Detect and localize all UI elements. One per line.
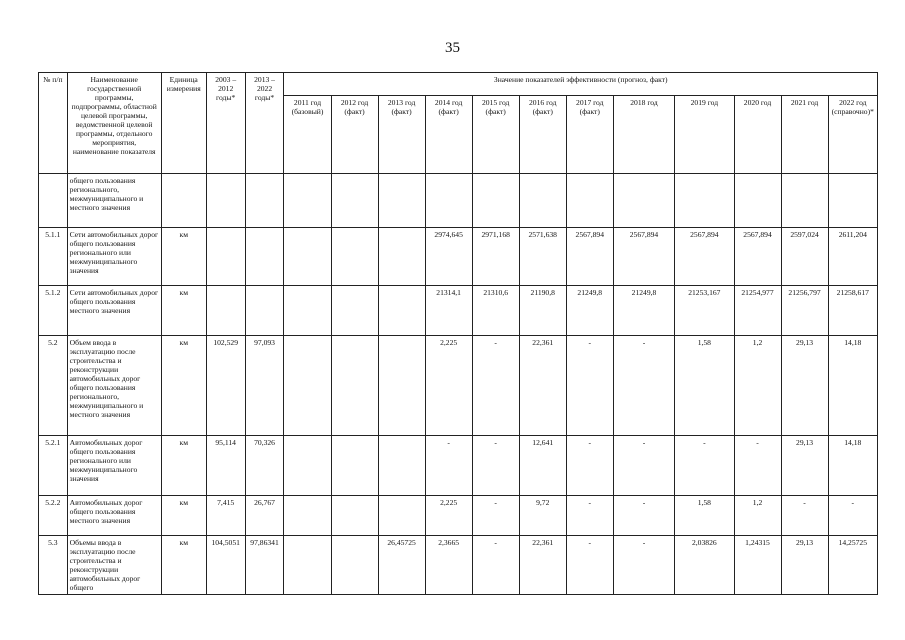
row-unit: км (161, 496, 206, 536)
row-value: 2567,894 (566, 228, 613, 286)
row-value: 1,58 (675, 336, 734, 436)
row-2013-2022 (245, 228, 284, 286)
row-value: 2597,024 (781, 228, 828, 286)
row-value (378, 436, 425, 496)
row-value: 21190,8 (519, 286, 566, 336)
row-value: 1,58 (675, 496, 734, 536)
row-value: 2567,894 (675, 228, 734, 286)
indicators-table (38, 72, 878, 595)
row-2003-2012: 104,5051 (206, 536, 245, 595)
header-year: 2021 год (781, 96, 828, 174)
header-values-group: Значение показателей эффективности (прогноз, факт) (284, 73, 878, 96)
row-name: общего пользования регионального, межмуниципального и местного значения (67, 174, 161, 228)
row-value: 2567,894 (734, 228, 781, 286)
row-value (284, 336, 331, 436)
header-year: 2011 год (базовый) (284, 96, 331, 174)
row-value: - (613, 336, 674, 436)
row-value: 21254,977 (734, 286, 781, 336)
row-value (284, 228, 331, 286)
row-value (781, 174, 828, 228)
table-row (39, 536, 878, 595)
row-unit: км (161, 228, 206, 286)
row-number (39, 174, 68, 228)
table-row (39, 286, 878, 336)
row-value: 1,24315 (734, 536, 781, 595)
row-name: Автомобильных дорог общего пользования регионального или межмуниципального значения (67, 436, 161, 496)
row-value (378, 228, 425, 286)
row-value: 21249,8 (566, 286, 613, 336)
row-unit: км (161, 536, 206, 595)
row-value: 2611,204 (828, 228, 877, 286)
header-num: № п/п (39, 73, 68, 174)
header-unit: Единица измерения (161, 73, 206, 174)
row-value (378, 174, 425, 228)
row-value (378, 496, 425, 536)
row-number: 5.2.1 (39, 436, 68, 496)
row-name: Объемы ввода в эксплуатацию после строительства и реконструкции автомобильных дорог общего (67, 536, 161, 595)
row-value: - (566, 536, 613, 595)
row-value: 12,641 (519, 436, 566, 496)
row-2003-2012: 95,114 (206, 436, 245, 496)
row-number: 5.1.2 (39, 286, 68, 336)
row-value: 1,2 (734, 336, 781, 436)
row-value: - (425, 436, 472, 496)
row-value: 14,18 (828, 436, 877, 496)
row-value: - (828, 496, 877, 536)
row-value (331, 436, 378, 496)
table-row (39, 336, 878, 436)
row-value: 14,25725 (828, 536, 877, 595)
row-number: 5.3 (39, 536, 68, 595)
row-value: 1,2 (734, 496, 781, 536)
row-value: 29,13 (781, 436, 828, 496)
row-value: - (472, 436, 519, 496)
row-2003-2012 (206, 174, 245, 228)
row-unit: км (161, 436, 206, 496)
row-2003-2012: 7,415 (206, 496, 245, 536)
row-value: - (472, 336, 519, 436)
row-value (472, 174, 519, 228)
row-value: 2571,638 (519, 228, 566, 286)
table-row (39, 496, 878, 536)
header-year: 2015 год (факт) (472, 96, 519, 174)
row-2013-2022: 97,093 (245, 336, 284, 436)
row-unit: км (161, 336, 206, 436)
row-2013-2022: 26,767 (245, 496, 284, 536)
row-value: 2,225 (425, 336, 472, 436)
row-value: - (675, 436, 734, 496)
row-value: - (781, 496, 828, 536)
header-year: 2014 год (факт) (425, 96, 472, 174)
row-value (378, 286, 425, 336)
row-unit: км (161, 286, 206, 336)
row-value: 29,13 (781, 336, 828, 436)
row-value (284, 436, 331, 496)
row-value (331, 286, 378, 336)
row-value: 2971,168 (472, 228, 519, 286)
row-value: 2974,645 (425, 228, 472, 286)
row-number: 5.2.2 (39, 496, 68, 536)
row-value (378, 336, 425, 436)
header-year: 2016 год (факт) (519, 96, 566, 174)
row-value (331, 228, 378, 286)
row-value: 21258,617 (828, 286, 877, 336)
row-value (613, 174, 674, 228)
row-value: 2,225 (425, 496, 472, 536)
row-value (331, 496, 378, 536)
row-number: 5.1.1 (39, 228, 68, 286)
row-value: - (566, 336, 613, 436)
row-value: 29,13 (781, 536, 828, 595)
row-value: 21256,797 (781, 286, 828, 336)
row-value: 14,18 (828, 336, 877, 436)
row-2003-2012 (206, 228, 245, 286)
row-name: Объем ввода в эксплуатацию после строительства и реконструкции автомобильных дорог общего пользования регионального, межмуниципального и местного значения (67, 336, 161, 436)
row-2013-2022 (245, 286, 284, 336)
row-number: 5.2 (39, 336, 68, 436)
row-value: 26,45725 (378, 536, 425, 595)
header-year: 2020 год (734, 96, 781, 174)
header-name: Наименование государственной программы, подпрограммы, областной целевой программы, ведомственной целевой программы, отдельного мероприятия, наименование показателя (67, 73, 161, 174)
header-year: 2018 год (613, 96, 674, 174)
row-value (331, 336, 378, 436)
header-year: 2012 год (факт) (331, 96, 378, 174)
row-value (675, 174, 734, 228)
row-value (331, 174, 378, 228)
row-value (519, 174, 566, 228)
table-row (39, 174, 878, 228)
header-year: 2022 год (справочно)* (828, 96, 877, 174)
table-row (39, 436, 878, 496)
header-2003-2012: 2003 – 2012 годы* (206, 73, 245, 174)
page-number: 35 (445, 40, 460, 56)
row-value: 2567,894 (613, 228, 674, 286)
row-name: Сети автомобильных дорог общего пользования местного значения (67, 286, 161, 336)
row-2003-2012 (206, 286, 245, 336)
row-name: Сети автомобильных дорог общего пользования регионального или межмуниципального значения (67, 228, 161, 286)
row-value: - (566, 436, 613, 496)
row-value: - (613, 496, 674, 536)
row-value (734, 174, 781, 228)
row-value: - (472, 536, 519, 595)
row-value (284, 174, 331, 228)
header-year: 2019 год (675, 96, 734, 174)
row-value (284, 536, 331, 595)
row-value: 21253,167 (675, 286, 734, 336)
row-value (566, 174, 613, 228)
row-value (284, 286, 331, 336)
row-value (284, 496, 331, 536)
row-value: 21314,1 (425, 286, 472, 336)
row-value: 21310,6 (472, 286, 519, 336)
row-2013-2022: 70,326 (245, 436, 284, 496)
row-value: 22,361 (519, 536, 566, 595)
row-value: 22,361 (519, 336, 566, 436)
row-value: - (472, 496, 519, 536)
header-year: 2017 год (факт) (566, 96, 613, 174)
row-value: 21249,8 (613, 286, 674, 336)
row-value (425, 174, 472, 228)
row-value: 2,03826 (675, 536, 734, 595)
row-2013-2022: 97,86341 (245, 536, 284, 595)
row-value: - (566, 496, 613, 536)
header-2013-2022: 2013 – 2022 годы* (245, 73, 284, 174)
row-value: - (613, 536, 674, 595)
row-name: Автомобильных дорог общего пользования местного значения (67, 496, 161, 536)
row-value: 2,3665 (425, 536, 472, 595)
row-2003-2012: 102,529 (206, 336, 245, 436)
row-2013-2022 (245, 174, 284, 228)
row-value: 9,72 (519, 496, 566, 536)
header-year: 2013 год (факт) (378, 96, 425, 174)
row-value (828, 174, 877, 228)
row-value (331, 536, 378, 595)
row-unit (161, 174, 206, 228)
table-row (39, 228, 878, 286)
row-value: - (613, 436, 674, 496)
row-value: - (734, 436, 781, 496)
